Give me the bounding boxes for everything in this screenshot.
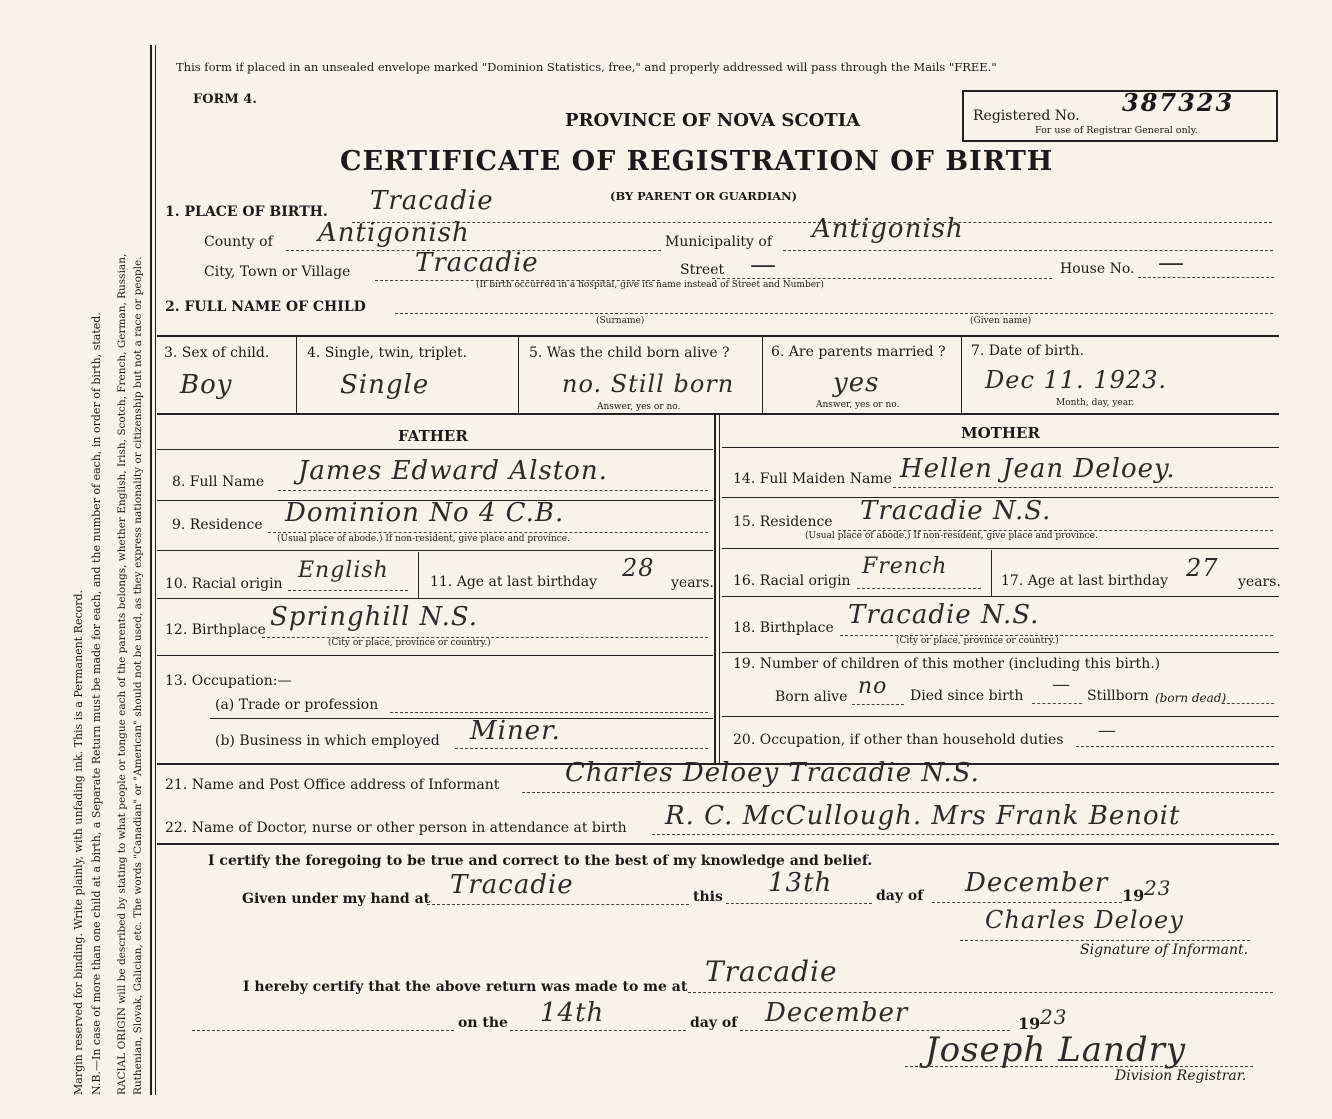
- father-birthplace-note: (City or place, province or country.): [328, 638, 491, 648]
- child-name-line: [395, 313, 1273, 314]
- mother-rule-5: [722, 716, 1279, 717]
- margin-border-inner: [155, 45, 156, 1095]
- father-age-divider: [418, 552, 419, 598]
- margin-note-2: N.B.—In case of more than one child at a birth, a Separate Return must be made for each, and the number of each, in order of birth, stated.: [90, 312, 103, 1095]
- box-divider-3: [762, 337, 763, 413]
- mother-rule-4: [722, 652, 1279, 653]
- on-the-label: on the: [458, 1015, 508, 1031]
- informant-value: Charles Deloey Tracadie N.S.: [565, 758, 980, 788]
- died-since-birth-value: —: [1052, 674, 1071, 695]
- month-value: December: [965, 868, 1109, 898]
- day-of-label: day of: [876, 888, 924, 904]
- year-value: 23: [1144, 876, 1172, 900]
- given-under-hand-label: Given under my hand at: [242, 891, 431, 907]
- county-value: Antigonish: [318, 218, 470, 248]
- doctor-label: 22. Name of Doctor, nurse or other person in attendance at birth: [165, 820, 627, 836]
- father-name-label: 8. Full Name: [172, 474, 265, 490]
- father-rule-3: [157, 598, 713, 599]
- mother-age-label: 17. Age at last birthday: [1001, 573, 1169, 589]
- informant-signature-label: Signature of Informant.: [1080, 942, 1249, 958]
- informant-label: 21. Name and Post Office address of Informant: [165, 777, 500, 793]
- father-rule-5: [210, 718, 713, 719]
- doctor-line: [652, 834, 1274, 835]
- margin-note-4: Ruthenian, Slovak, Galician, etc. The words "Canadian" or "American" should not be used, as they express nationality or citizenship but not a race or people.: [132, 256, 144, 1095]
- given-place-value: Tracadie: [450, 870, 574, 900]
- month-2-value: December: [765, 998, 909, 1028]
- mother-rule-3: [722, 596, 1279, 597]
- father-residence-line: [268, 532, 708, 533]
- registrar-signature: Joseph Landry: [925, 1030, 1187, 1070]
- sex-value: Boy: [180, 370, 233, 400]
- year-prefix: 19: [1122, 886, 1145, 905]
- this-label: this: [693, 889, 723, 905]
- father-trade-line: [390, 712, 708, 713]
- registrar-leading-line: [192, 1030, 454, 1031]
- father-business-label: (b) Business in which employed: [215, 733, 440, 749]
- mother-age-value: 27: [1186, 554, 1219, 582]
- box-divider-4: [961, 337, 962, 413]
- day-of-2-label: day of: [690, 1015, 738, 1031]
- stillborn-label: Stillborn: [1087, 688, 1149, 704]
- dob-value: Dec 11. 1923.: [985, 366, 1168, 394]
- mother-birthplace-label: 18. Birthplace: [733, 620, 834, 636]
- born-alive-label: 5. Was the child born alive ?: [529, 345, 730, 361]
- father-age-value: 28: [622, 554, 655, 582]
- month-line: [932, 902, 1122, 903]
- dob-note: Month, day, year.: [1056, 398, 1135, 408]
- married-note: Answer, yes or no.: [816, 400, 900, 410]
- father-residence-note: (Usual place of abode.) If non-resident, give place and province.: [277, 534, 570, 544]
- father-heading-rule: [157, 449, 713, 450]
- mother-name-value: Hellen Jean Deloey.: [900, 454, 1176, 484]
- certify-statement: I certify the foregoing to be true and correct to the best of my knowledge and belief.: [208, 853, 873, 869]
- father-age-unit: years.: [671, 575, 714, 591]
- municipality-value: Antigonish: [812, 214, 964, 244]
- mother-occupation-line: [1076, 746, 1274, 747]
- born-alive-note: Answer, yes or no.: [597, 402, 681, 412]
- father-rule-2: [157, 550, 713, 551]
- father-name-value: James Edward Alston.: [298, 456, 608, 486]
- father-business-line: [455, 748, 708, 749]
- margin-note-3: RACIAL ORIGIN will be described by stating to what people or tongue each of the parents belongs, whether English, Irish, Scotch, French, German, Russian,: [116, 253, 128, 1095]
- multiplicity-label: 4. Single, twin, triplet.: [307, 345, 468, 361]
- certificate-title: CERTIFICATE OF REGISTRATION OF BIRTH: [340, 146, 1054, 177]
- registrar-statement: I hereby certify that the above return was made to me at: [243, 979, 688, 995]
- died-since-birth-label: Died since birth: [910, 688, 1024, 704]
- mother-residence-value: Tracadie N.S.: [860, 496, 1052, 526]
- informant-signature: Charles Deloey: [985, 906, 1184, 934]
- street-label: Street: [680, 262, 725, 278]
- mother-occupation-value: —: [1098, 720, 1117, 741]
- mother-birthplace-value: Tracadie N.S.: [848, 600, 1040, 630]
- father-business-value: Miner.: [470, 716, 561, 746]
- mother-heading: MOTHER: [961, 424, 1040, 442]
- mother-name-label: 14. Full Maiden Name: [733, 471, 892, 487]
- given-place-line: [427, 904, 689, 905]
- box-divider-1: [296, 337, 297, 413]
- mother-rule-2: [722, 548, 1279, 549]
- place-of-birth-value: Tracadie: [370, 186, 494, 216]
- house-no-label: House No.: [1060, 261, 1135, 277]
- stillborn-note: (born dead): [1155, 691, 1227, 705]
- this-line: [726, 903, 872, 904]
- father-racial-value: English: [298, 558, 389, 583]
- mother-age-unit: years.: [1238, 574, 1281, 590]
- father-heading: FATHER: [398, 427, 468, 445]
- father-residence-label: 9. Residence: [172, 517, 263, 533]
- father-residence-value: Dominion No 4 C.B.: [285, 498, 565, 528]
- born-alive-count-line: [852, 704, 904, 705]
- registrar-place-line: [688, 992, 1273, 993]
- mail-notice: This form if placed in an unsealed envelope marked "Dominion Statistics, free," and properly addressed will pass through the Mails "FREE.": [176, 60, 997, 74]
- mother-age-divider: [991, 550, 992, 596]
- dob-label: 7. Date of birth.: [971, 343, 1085, 359]
- house-no-line: [1138, 277, 1274, 278]
- city-label: City, Town or Village: [204, 264, 351, 280]
- on-the-line: [510, 1030, 686, 1031]
- certify-top-rule: [157, 843, 1279, 845]
- born-alive-count-label: Born alive: [775, 689, 848, 705]
- registered-no-value: 387323: [1122, 88, 1235, 117]
- child-name-label: 2. FULL NAME OF CHILD: [165, 299, 366, 315]
- father-racial-line: [288, 590, 408, 591]
- married-value: yes: [833, 368, 880, 398]
- mother-residence-note: (Usual place of abode.) If non-resident, give place and province.: [805, 531, 1098, 541]
- father-birthplace-label: 12. Birthplace: [165, 622, 266, 638]
- mother-racial-line: [857, 588, 981, 589]
- mother-name-line: [893, 487, 1273, 488]
- mother-children-label: 19. Number of children of this mother (including this birth.): [733, 656, 1161, 672]
- municipality-line: [783, 250, 1273, 251]
- province-title: PROVINCE OF NOVA SCOTIA: [565, 110, 861, 131]
- registered-no-label: Registered No.: [973, 108, 1080, 124]
- box-divider-2: [518, 337, 519, 413]
- certificate-subtitle: (BY PARENT OR GUARDIAN): [610, 189, 798, 203]
- mother-racial-label: 16. Racial origin: [733, 573, 851, 589]
- died-since-birth-line: [1032, 703, 1082, 704]
- informant-signature-line: [960, 940, 1250, 941]
- form-number: FORM 4.: [193, 92, 257, 107]
- married-label: 6. Are parents married ?: [771, 344, 946, 360]
- street-line: [712, 278, 1052, 279]
- born-alive-count-value: no: [858, 674, 888, 699]
- father-racial-label: 10. Racial origin: [165, 576, 283, 592]
- municipality-label: Municipality of: [665, 234, 773, 250]
- county-label: County of: [204, 234, 273, 250]
- house-no-value: —: [1158, 248, 1185, 278]
- registered-no-note: For use of Registrar General only.: [1035, 125, 1198, 136]
- multiplicity-value: Single: [340, 370, 430, 400]
- year-2-value: 23: [1040, 1005, 1068, 1029]
- registrar-place-value: Tracadie: [705, 955, 838, 988]
- column-divider-left: [714, 415, 716, 763]
- given-name-note: (Given name): [970, 316, 1032, 326]
- mother-racial-value: French: [862, 554, 948, 579]
- stillborn-line: [1222, 703, 1274, 704]
- mother-heading-rule: [722, 447, 1279, 448]
- born-alive-value: no. Still born: [562, 370, 735, 398]
- hospital-note: (If birth occurred in a hospital, give its name instead of Street and Number): [476, 280, 824, 290]
- father-occupation-label: 13. Occupation:—: [165, 673, 292, 689]
- father-name-line: [278, 490, 708, 491]
- informant-line: [522, 792, 1274, 793]
- margin-border-outer: [150, 45, 152, 1095]
- margin-note-1: Margin reserved for binding. Write plainly, with unfading ink. This is a Permanent Record.: [72, 589, 85, 1095]
- surname-note: (Surname): [596, 316, 645, 326]
- this-value: 13th: [768, 868, 833, 898]
- mother-birthplace-note: (City or place, province or country.): [896, 636, 1059, 646]
- year-2-prefix: 19: [1018, 1014, 1041, 1033]
- boxes-top-rule: [157, 335, 1279, 337]
- father-rule-4: [157, 655, 713, 656]
- sex-label: 3. Sex of child.: [164, 345, 270, 361]
- mother-occupation-label: 20. Occupation, if other than household duties: [733, 732, 1064, 748]
- boxes-bottom-rule: [157, 413, 1279, 415]
- registrar-signature-line: [905, 1066, 1253, 1067]
- street-value: —: [750, 250, 777, 280]
- father-age-label: 11. Age at last birthday: [430, 574, 598, 590]
- mother-residence-label: 15. Residence: [733, 514, 833, 530]
- division-registrar-label: Division Registrar.: [1115, 1068, 1247, 1084]
- place-of-birth-label: 1. PLACE OF BIRTH.: [165, 204, 328, 220]
- doctor-value: R. C. McCullough. Mrs Frank Benoit: [665, 801, 1181, 831]
- column-divider-right: [719, 415, 720, 763]
- city-value: Tracadie: [415, 248, 539, 278]
- father-trade-label: (a) Trade or profession: [215, 697, 379, 713]
- on-the-value: 14th: [540, 998, 605, 1028]
- father-birthplace-value: Springhill N.S.: [270, 602, 479, 632]
